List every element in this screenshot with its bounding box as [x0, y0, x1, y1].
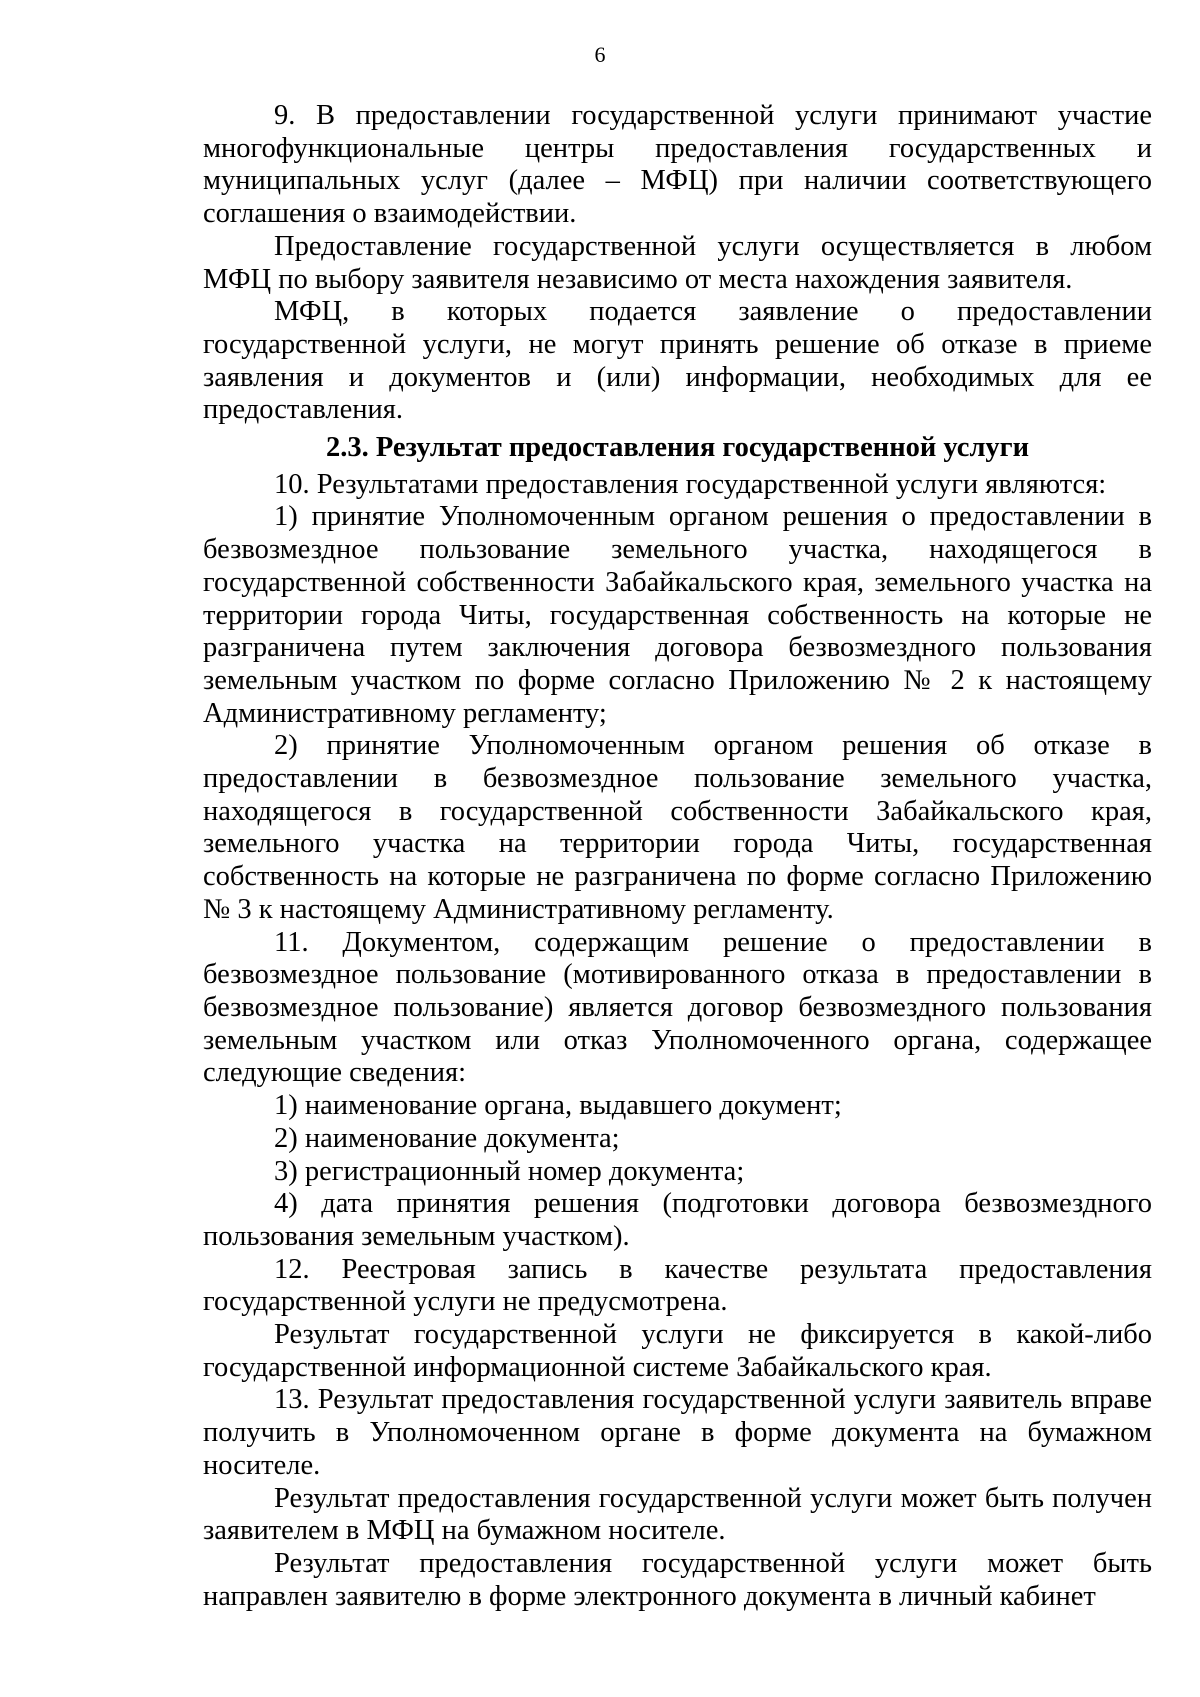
paragraph-item-11: 11. Документом, содержащим решение о предоставлении в безвозмездное пользование (мотивированного отказа в предоставлении в безвозмездное пользование) является договор безвозмездного пользования земельным участком или отказ Уполномоченного органа, содержащее следующие сведения: [203, 926, 1152, 1089]
paragraph-item-11-3: 3) регистрационный номер документа; [274, 1155, 745, 1187]
paragraph-item-9: 9. В предоставлении государственной услуги принимают участие многофункциональные центры предоставления государственных и муниципальных услуг (далее – МФЦ) при наличии соответствующего соглашения о взаимодействии. [203, 100, 1152, 230]
paragraph-result-not-recorded: Результат государственной услуги не фиксируется в какой-либо государственной информационной системе Забайкальского края. [203, 1319, 1152, 1383]
page-number: 6 [594, 42, 606, 67]
paragraph-item-12: 12. Реестровая запись в качестве результата предоставления государственной услуги не предусмотрена. [203, 1253, 1152, 1318]
document-body [203, 100, 1152, 1613]
section-heading: 2.3. Результат предоставления государственной услуги [325, 432, 1030, 464]
paragraph-item-11-1: 1) наименование органа, выдавшего документ; [274, 1090, 842, 1122]
paragraph-item-11-4: 4) дата принятия решения (подготовки договора безвозмездного пользования земельным участком). [203, 1188, 1152, 1252]
paragraph-item-10-1: 1) принятие Уполномоченным органом решения о предоставлении в безвозмездное пользование земельного участка, находящегося в государственной собственности Забайкальского края, земельного участка на территории города Читы, государственная собственность на которые не разграничена путем заключения договора безвозмездного пользования земельным участком по форме согласно Приложению № 2 к настоящему Административному регламенту; [203, 501, 1152, 729]
paragraph-item-11-2: 2) наименование документа; [274, 1122, 620, 1154]
paragraph-item-10-2: 2) принятие Уполномоченным органом решения об отказе в предоставлении в безвозмездное пользование земельного участка, находящегося в государственной собственности Забайкальского края, земельного участка на территории города Читы, государственная собственность на которые не разграничена по форме согласно Приложению № 3 к настоящему Административному регламенту. [203, 730, 1152, 925]
paragraph-mfc-any: Предоставление государственной услуги осуществляется в любом МФЦ по выбору заявителя независимо от места нахождения заявителя. [203, 230, 1152, 295]
paragraph-item-10: 10. Результатами предоставления государственной услуги являются: [274, 468, 1107, 500]
paragraph-result-electronic: Результат предоставления государственной услуги может быть направлен заявителю в форме электронного документа в личный кабинет [203, 1547, 1152, 1612]
paragraph-item-13: 13. Результат предоставления государственной услуги заявитель вправе получить в Уполномоченном органе в форме документа на бумажном носителе. [203, 1384, 1152, 1481]
paragraph-result-mfc: Результат предоставления государственной услуги может быть получен заявителем в МФЦ на бумажном носителе. [203, 1482, 1152, 1547]
paragraph-mfc-no-refusal: МФЦ, в которых подается заявление о предоставлении государственной услуги, не могут принять решение об отказе в приеме заявления и документов и (или) информации, необходимых для ее предоставления. [203, 296, 1152, 426]
